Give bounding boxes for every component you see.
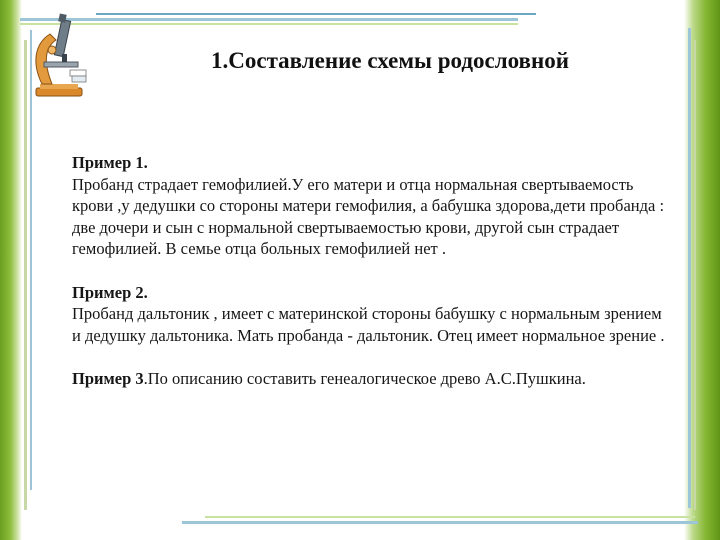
example-1-heading: Пример 1. <box>72 153 148 172</box>
bottom-decor-line <box>182 521 698 524</box>
example-3-text: .По описанию составить генеалогическое древо А.С.Пушкина. <box>143 369 586 388</box>
left-decor-line <box>24 40 27 510</box>
slide-title: 1.Составление схемы родословной <box>211 48 569 73</box>
examples-content <box>72 152 672 390</box>
top-decor-line <box>96 13 536 15</box>
example-2-heading: Пример 2. <box>72 282 148 302</box>
example-3-heading: Пример 3 <box>72 369 144 388</box>
microscope-icon <box>28 4 90 100</box>
example-2-text: Пробанд дальтоник , имеет с материнской стороны бабушку с нормальным зрением и дедушку дальтоника. Мать пробанда - дальтоник. Отец имеет нормальное зрение . <box>72 304 665 345</box>
example-2 <box>72 282 672 347</box>
top-decor-line <box>20 18 518 21</box>
left-green-band <box>0 0 22 540</box>
bottom-decor-line <box>205 516 695 518</box>
example-1-text: Пробанд страдает гемофилией.У его матери и отца нормальная свертываемость крови ,у дедушки со стороны матери гемофилия, а бабушка здорова,дети пробанда : две дочери и сын с нормальной свертываемостью крови, другой сын страдает гемофилией. В семье отца больных гемофилией нет . <box>72 174 665 258</box>
example-1 <box>72 152 672 260</box>
right-decor-line <box>688 28 691 508</box>
right-decor-line <box>694 40 696 510</box>
example-3 <box>72 368 672 390</box>
top-decor-line <box>20 23 518 25</box>
